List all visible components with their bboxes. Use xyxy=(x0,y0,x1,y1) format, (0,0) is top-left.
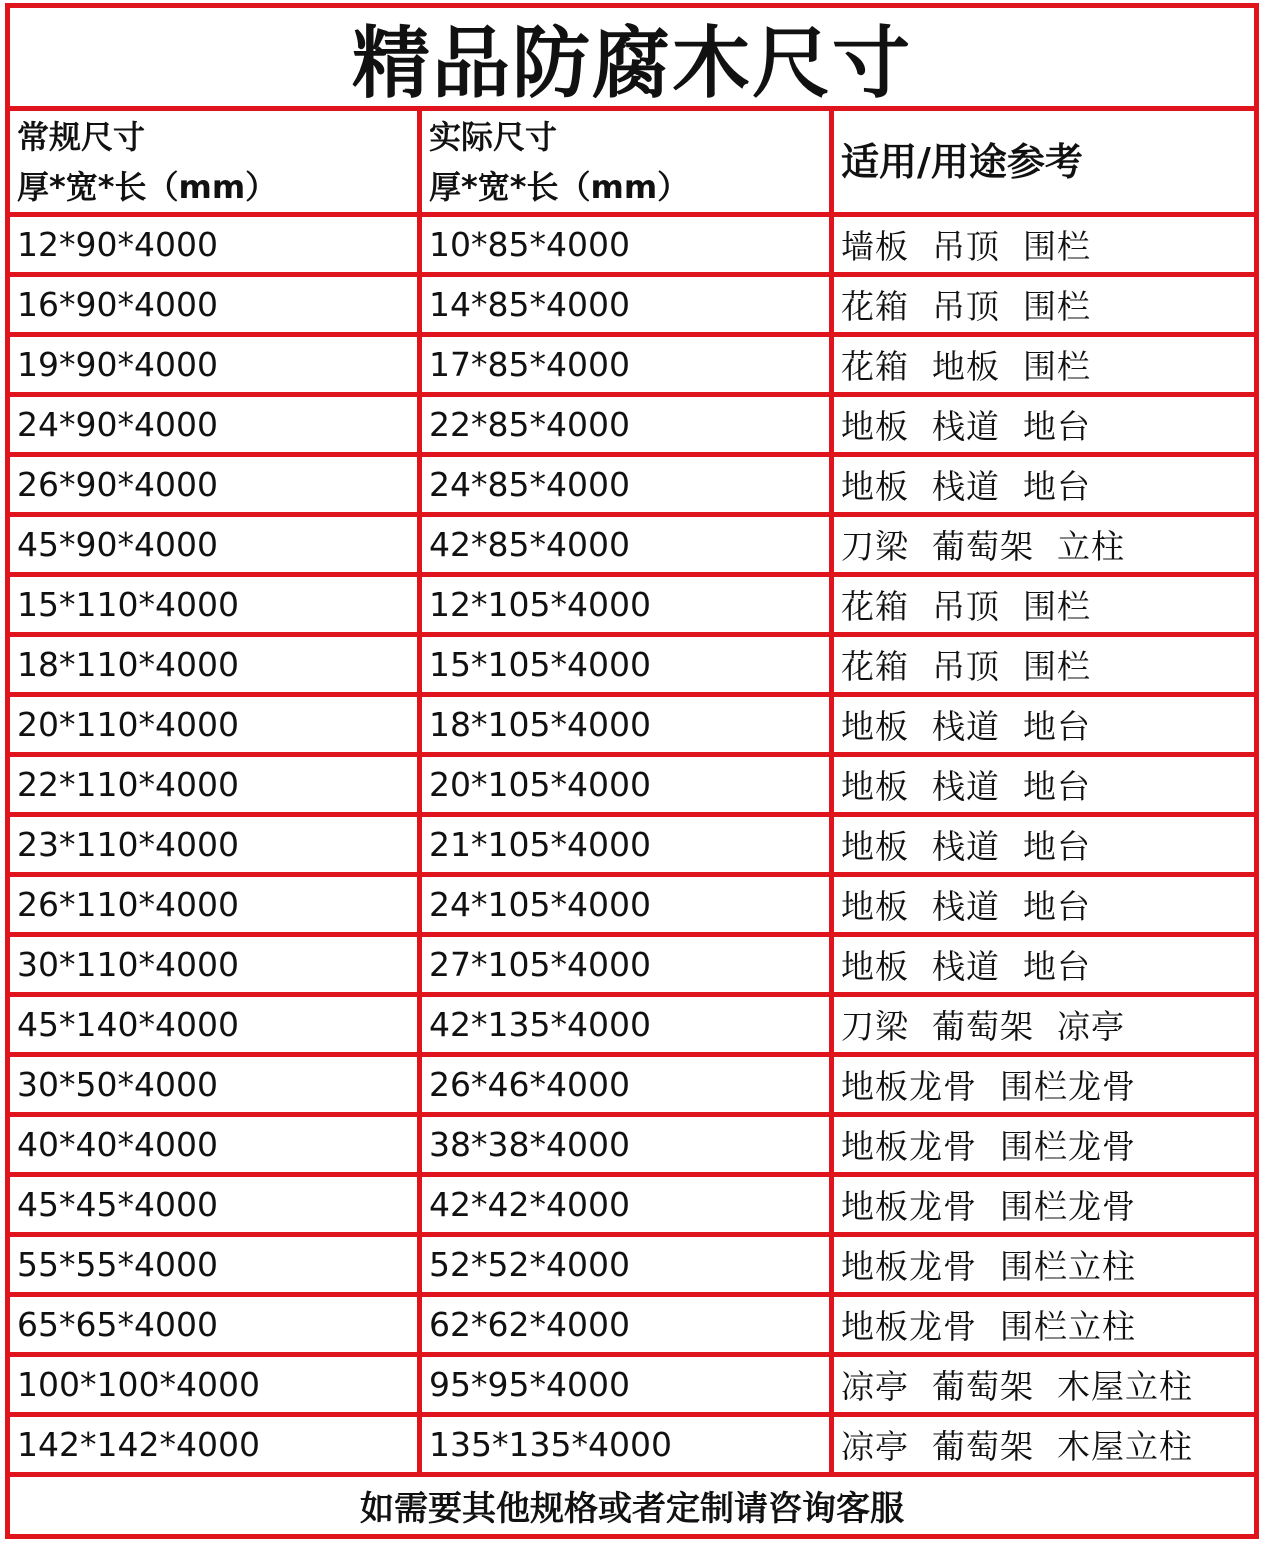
header-usage xyxy=(834,111,1254,217)
cell-usage: 墙板 吊顶 围栏 xyxy=(834,217,1254,277)
cell-actual-size: 52*52*4000 xyxy=(422,1237,834,1297)
cell-actual-size: 21*105*4000 xyxy=(422,817,834,877)
cell-usage: 地板龙骨 围栏龙骨 xyxy=(834,1177,1254,1237)
cell-nominal-size: 26*110*4000 xyxy=(10,877,422,937)
cell-nominal-size: 26*90*4000 xyxy=(10,457,422,517)
cell-usage: 地板 栈道 地台 xyxy=(834,937,1254,997)
cell-nominal-size: 40*40*4000 xyxy=(10,1117,422,1177)
cell-usage: 地板 栈道 地台 xyxy=(834,757,1254,817)
cell-actual-size: 17*85*4000 xyxy=(422,337,834,397)
cell-actual-size: 27*105*4000 xyxy=(422,937,834,997)
cell-actual-size: 95*95*4000 xyxy=(422,1357,834,1417)
cell-nominal-size: 24*90*4000 xyxy=(10,397,422,457)
cell-actual-size: 135*135*4000 xyxy=(422,1417,834,1477)
cell-actual-size: 24*105*4000 xyxy=(422,877,834,937)
cell-actual-size: 15*105*4000 xyxy=(422,637,834,697)
cell-nominal-size: 65*65*4000 xyxy=(10,1297,422,1357)
cell-nominal-size: 45*45*4000 xyxy=(10,1177,422,1237)
cell-actual-size: 20*105*4000 xyxy=(422,757,834,817)
footer-note: 如需要其他规格或者定制请咨询客服 xyxy=(360,1488,904,1529)
cell-usage: 凉亭 葡萄架 木屋立柱 xyxy=(834,1417,1254,1477)
table-grid xyxy=(10,111,1254,1477)
cell-nominal-size: 12*90*4000 xyxy=(10,217,422,277)
cell-usage: 地板 栈道 地台 xyxy=(834,457,1254,517)
cell-nominal-size: 45*90*4000 xyxy=(10,517,422,577)
cell-usage: 花箱 吊顶 围栏 xyxy=(834,637,1254,697)
cell-actual-size: 42*135*4000 xyxy=(422,997,834,1057)
cell-usage: 地板 栈道 地台 xyxy=(834,697,1254,757)
size-table xyxy=(5,3,1259,1539)
cell-nominal-size: 55*55*4000 xyxy=(10,1237,422,1297)
header-nominal-label: 常规尺寸 xyxy=(17,117,146,156)
cell-actual-size: 22*85*4000 xyxy=(422,397,834,457)
cell-nominal-size: 100*100*4000 xyxy=(10,1357,422,1417)
cell-usage: 地板龙骨 围栏龙骨 xyxy=(834,1057,1254,1117)
cell-actual-size: 24*85*4000 xyxy=(422,457,834,517)
header-actual-size xyxy=(422,111,834,217)
cell-usage: 凉亭 葡萄架 木屋立柱 xyxy=(834,1357,1254,1417)
cell-usage: 花箱 吊顶 围栏 xyxy=(834,277,1254,337)
cell-actual-size: 62*62*4000 xyxy=(422,1297,834,1357)
cell-usage: 花箱 地板 围栏 xyxy=(834,337,1254,397)
header-nominal-unit: 厚*宽*长（mm） xyxy=(17,167,278,206)
cell-actual-size: 14*85*4000 xyxy=(422,277,834,337)
cell-usage: 地板 栈道 地台 xyxy=(834,817,1254,877)
cell-actual-size: 18*105*4000 xyxy=(422,697,834,757)
cell-nominal-size: 15*110*4000 xyxy=(10,577,422,637)
cell-nominal-size: 30*110*4000 xyxy=(10,937,422,997)
cell-actual-size: 38*38*4000 xyxy=(422,1117,834,1177)
header-actual-unit: 厚*宽*长（mm） xyxy=(429,167,690,206)
cell-usage: 地板龙骨 围栏立柱 xyxy=(834,1297,1254,1357)
cell-usage: 花箱 吊顶 围栏 xyxy=(834,577,1254,637)
cell-nominal-size: 16*90*4000 xyxy=(10,277,422,337)
cell-nominal-size: 18*110*4000 xyxy=(10,637,422,697)
cell-nominal-size: 23*110*4000 xyxy=(10,817,422,877)
cell-usage: 刀梁 葡萄架 凉亭 xyxy=(834,997,1254,1057)
cell-usage: 地板龙骨 围栏龙骨 xyxy=(834,1117,1254,1177)
cell-nominal-size: 30*50*4000 xyxy=(10,1057,422,1117)
header-nominal-size xyxy=(10,111,422,217)
cell-usage: 地板 栈道 地台 xyxy=(834,397,1254,457)
cell-nominal-size: 22*110*4000 xyxy=(10,757,422,817)
cell-actual-size: 42*85*4000 xyxy=(422,517,834,577)
cell-actual-size: 26*46*4000 xyxy=(422,1057,834,1117)
header-actual-label: 实际尺寸 xyxy=(429,117,558,156)
header-usage-label: 适用/用途参考 xyxy=(841,139,1083,184)
cell-usage: 刀梁 葡萄架 立柱 xyxy=(834,517,1254,577)
cell-actual-size: 10*85*4000 xyxy=(422,217,834,277)
cell-nominal-size: 19*90*4000 xyxy=(10,337,422,397)
cell-nominal-size: 45*140*4000 xyxy=(10,997,422,1057)
cell-actual-size: 12*105*4000 xyxy=(422,577,834,637)
cell-nominal-size: 142*142*4000 xyxy=(10,1417,422,1477)
cell-nominal-size: 20*110*4000 xyxy=(10,697,422,757)
cell-usage: 地板龙骨 围栏立柱 xyxy=(834,1237,1254,1297)
cell-actual-size: 42*42*4000 xyxy=(422,1177,834,1237)
page-title: 精品防腐木尺寸 xyxy=(10,8,1254,111)
cell-usage: 地板 栈道 地台 xyxy=(834,877,1254,937)
